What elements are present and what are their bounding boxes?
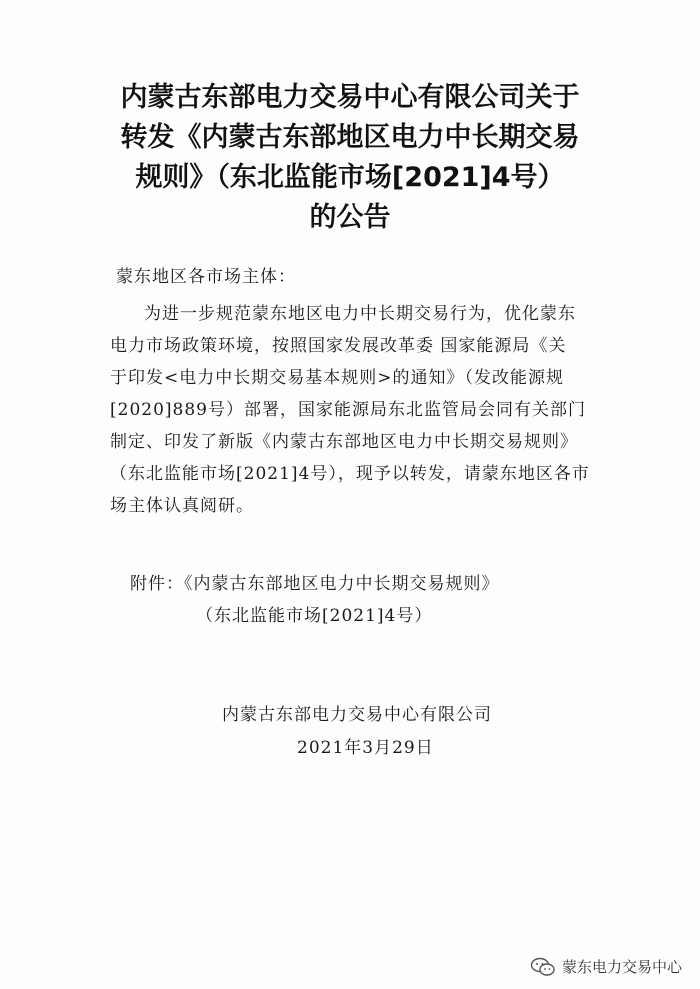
body-line-6: （东北监能市场[2021]4号），现予以转发，请蒙东地区各市: [110, 464, 590, 484]
attachment-line-2: （东北监能市场[2021]4号）: [196, 606, 433, 626]
salutation: 蒙东地区各市场主体：: [116, 267, 296, 287]
title-line-4: 的公告: [309, 202, 391, 233]
wechat-icon: [530, 957, 556, 977]
body-line-3: 于印发<电力中长期交易基本规则>的通知》（发改能源规: [110, 368, 564, 388]
attachment-section: [130, 568, 500, 632]
body-line-4: [2020]889号）部署，国家能源局东北监管局会同有关部门: [110, 400, 586, 420]
attachment-line-1: 附件：《内蒙古东部地区电力中长期交易规则》: [130, 574, 500, 594]
body-line-5: 制定、印发了新版《内蒙古东部地区电力中长期交易规则》: [110, 432, 578, 452]
issuer-signature: 内蒙古东部电力交易中心有限公司: [222, 705, 492, 725]
body-paragraph: [110, 298, 610, 522]
body-line-1: 为进一步规范蒙东地区电力中长期交易行为，优化蒙东: [144, 304, 576, 324]
document-title: [0, 78, 700, 238]
body-line-7: 场主体认真阅研。: [110, 496, 254, 516]
title-line-1: 内蒙古东部电力交易中心有限公司关于: [120, 82, 580, 113]
issue-date: 2021年3月29日: [297, 738, 434, 758]
body-line-2: 电力市场政策环境，按照国家发展改革委 国家能源局《关: [110, 336, 567, 356]
watermark-text: 蒙东电力交易中心: [561, 958, 682, 976]
title-line-2: 转发《内蒙古东部地区电力中长期交易: [120, 122, 580, 153]
title-line-3: 规则》（东北监能市场[2021]4号）: [135, 162, 565, 193]
wechat-watermark: [530, 956, 682, 977]
